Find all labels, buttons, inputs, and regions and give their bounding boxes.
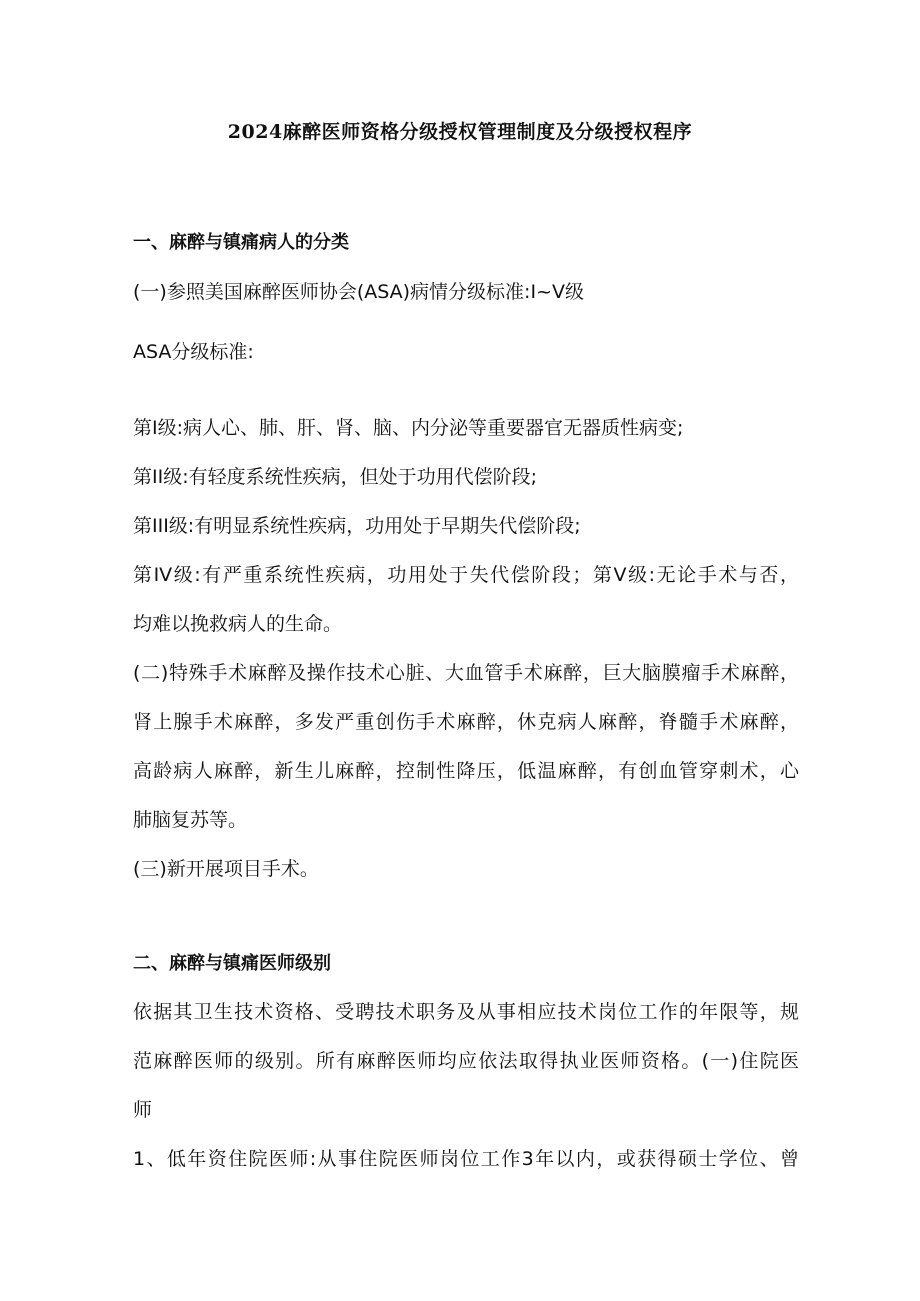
asa-standard-label: ASA分级标准: [133,341,254,363]
new-projects-line: (三)新开展项目手术。 [133,858,319,880]
asa-grade-3: 第III级:有明显系统性疾病，功用处于早期失代偿阶段; [133,515,581,537]
asa-reference-line: (一)参照美国麻醉医师协会(ASA)病情分级标准:I~V级 [133,281,584,303]
section2-heading: 二、麻醉与镇痛医师级别 [133,953,331,974]
section2-paragraph-line2: 范麻醉医师的级别。所有麻醉医师均应依法取得执业医师资格。(一)住院医 [133,1050,799,1072]
section2-paragraph-line1: 依据其卫生技术资格、受聘技术职务及从事相应技术岗位工作的年限等，规 [133,1001,799,1023]
asa-grade-4-5-line1: 第IV级:有严重系统性疾病，功用处于失代偿阶段；第V级:无论手术与否， [133,564,799,586]
special-surgery-line2: 肾上腺手术麻醉，多发严重创伤手术麻醉，休克病人麻醉，脊髓手术麻醉， [133,711,799,733]
asa-grade-1: 第I级:病人心、肺、肝、肾、脑、内分泌等重要器官无器质性病变; [133,417,684,439]
asa-grade-4-5-line2: 均难以挽救病人的生命。 [133,613,343,635]
special-surgery-line4: 肺脑复苏等。 [133,809,248,831]
junior-resident-line1: 1、低年资住院医师:从事住院医师岗位工作3年以内，或获得硕士学位、曾 [133,1148,799,1170]
asa-grade-2: 第II级:有轻度系统性疾病，但处于功用代偿阶段; [133,466,538,488]
special-surgery-line3: 高龄病人麻醉，新生儿麻醉，控制性降压，低温麻醉，有创血管穿刺术，心 [133,760,799,782]
document-title: 2024麻醉医师资格分级授权管理制度及分级授权程序 [227,121,693,143]
section2-paragraph-line3: 师 [133,1099,153,1121]
section1-heading: 一、麻醉与镇痛病人的分类 [133,232,349,253]
special-surgery-line1: (二)特殊手术麻醉及操作技术心脏、大血管手术麻醉，巨大脑膜瘤手术麻醉， [133,662,799,684]
